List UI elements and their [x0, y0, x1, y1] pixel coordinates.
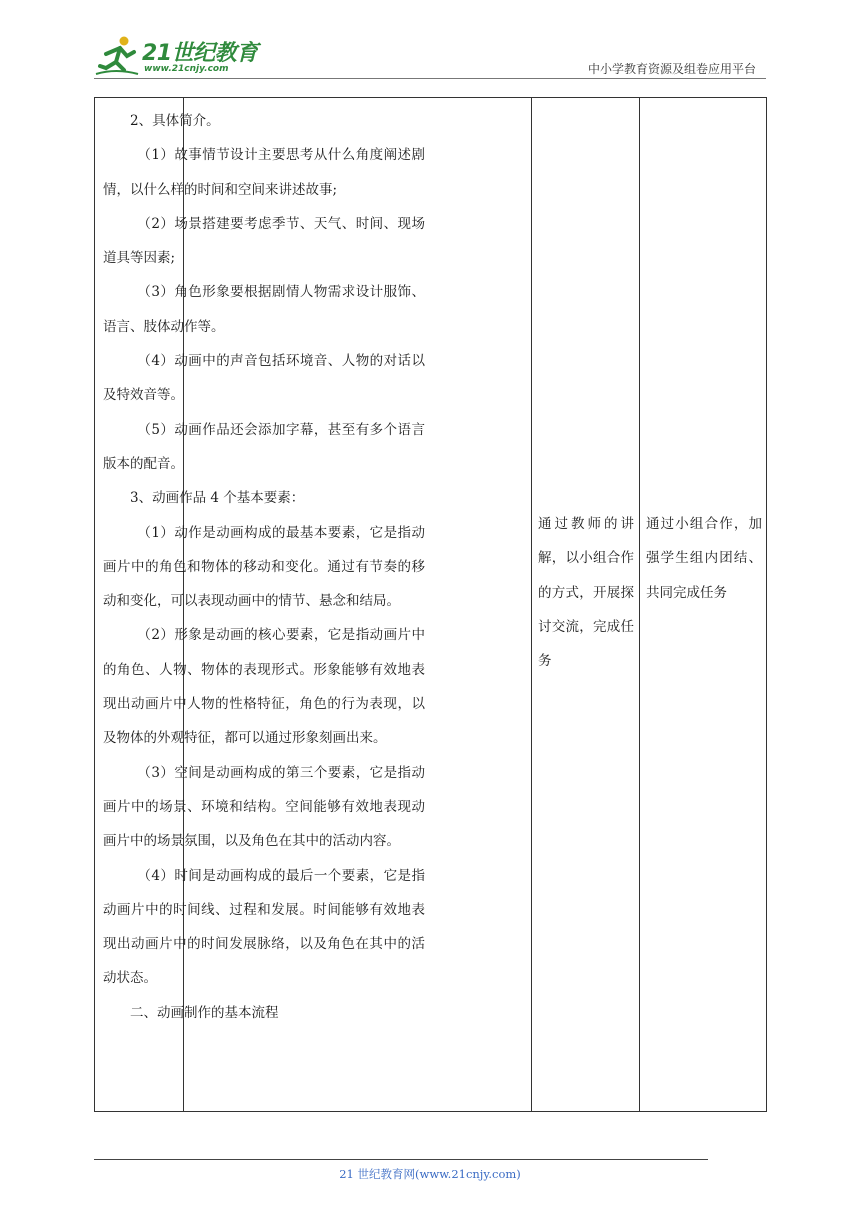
paragraph: 3、动画作品 4 个基本要素： — [130, 490, 305, 507]
paragraph: （2）场景搭建要考虑季节、天气、时间、现场道具等因素; — [103, 215, 425, 267]
paragraph: （1）动作是动画构成的最基本要素，它是指动画片中的角色和物体的移动和变化。通过有节奏的移动和变化，可以表现动画中的情节、悬念和结局。 — [103, 524, 425, 610]
design-intent-text: 通过小组合作，加强学生组内团结、共同完成任务 — [646, 516, 762, 601]
runner-icon — [94, 34, 140, 80]
paragraph: 2、具体简介。 — [130, 113, 220, 129]
paragraph: （4）动画中的声音包括环境音、人物的对话以及特效音等。 — [103, 353, 425, 404]
paragraph: （3）角色形象要根据剧情人物需求设计服饰、语言、肢体动作等。 — [103, 284, 425, 335]
header-divider — [94, 78, 766, 79]
platform-title: 中小学教育资源及组卷应用平台 — [587, 62, 756, 76]
section-heading: 二、动画制作的基本流程 — [130, 1004, 279, 1021]
paragraph: （3）空间是动画构成的第三个要素，它是指动画片中的场景、环境和结构。空间能够有效地表现动画片中的场景氛围，以及角色在其中的活动内容。 — [103, 764, 425, 850]
logo-url: www.21cnjy.com — [144, 64, 229, 74]
site-logo — [94, 34, 264, 80]
paragraph: （5）动画作品还会添加字幕，甚至有多个语言版本的配音。 — [103, 421, 425, 472]
footer-divider — [94, 1159, 708, 1160]
paragraph: （1）故事情节设计主要思考从什么角度阐述剧情，以什么样的时间和空间来讲述故事; — [103, 147, 425, 198]
logo-text: 21世纪教育 — [142, 41, 258, 66]
footer-text: 21 世纪教育网(www.21cnjy.com) — [339, 1167, 521, 1181]
student-activity-text: 通过教师的讲解，以小组合作的方式，开展探讨交流，完成任务 — [538, 516, 634, 670]
paragraph: （4）时间是动画构成的最后一个要素，它是指动画片中的时间线、过程和发展。时间能够有效地表现出动画片中的时间发展脉络，以及角色在其中的活动状态。 — [103, 867, 425, 987]
teaching-content — [103, 104, 425, 1030]
paragraph: （2）形象是动画的核心要素，它是指动画片中的角色、人物、物体的表现形式。形象能够有效地表现出动画片中人物的性格特征，角色的行为表现，以及物体的外观特征，都可以通过形象刻画出来。 — [103, 627, 425, 747]
